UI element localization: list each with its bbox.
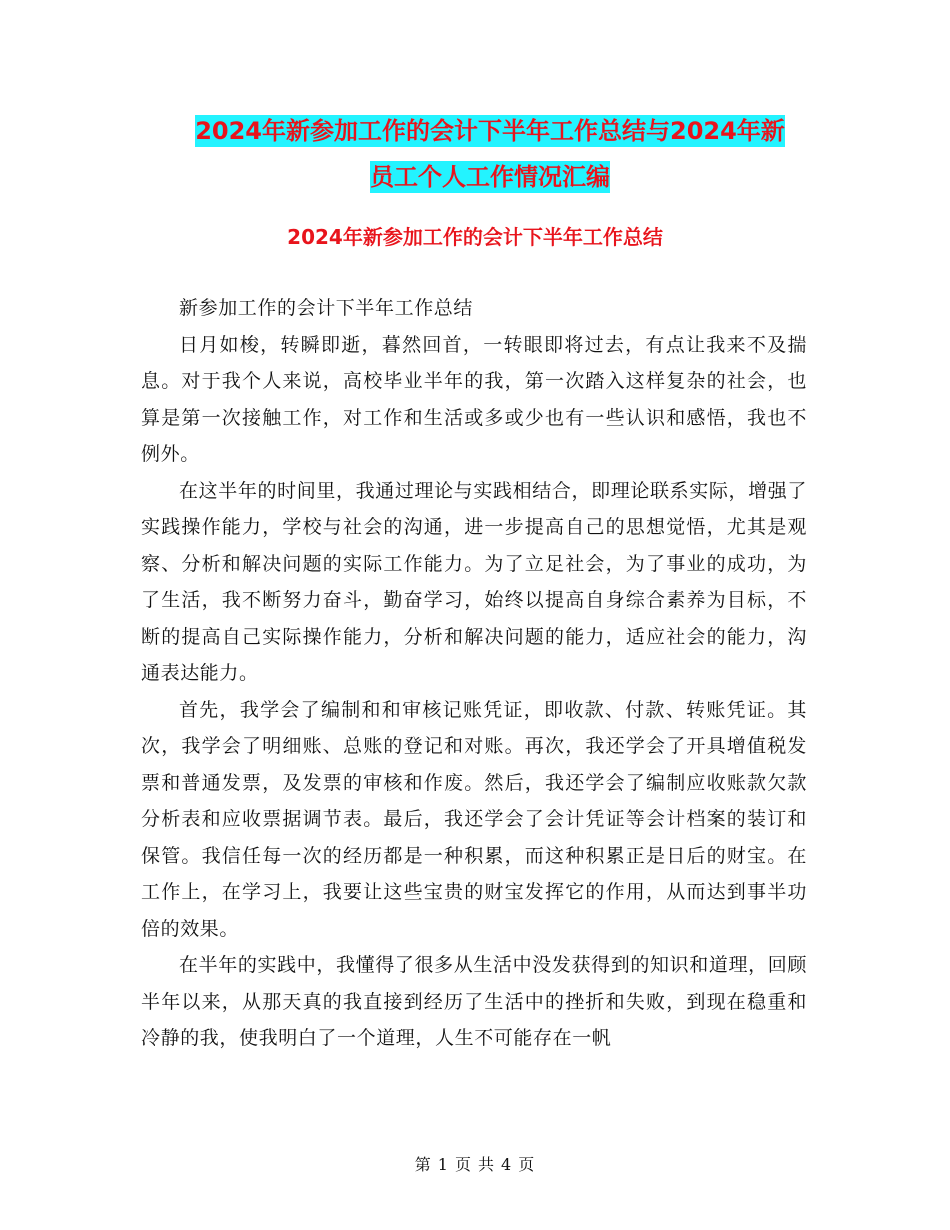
footer-current-page: 1 xyxy=(437,1155,449,1174)
footer-label-ye: 页 xyxy=(454,1155,472,1174)
footer-label-ye2: 页 xyxy=(518,1155,536,1174)
paragraph: 在半年的实践中，我懂得了很多从生活中没发获得到的知识和道理，回顾半年以来，从那天真的我直接到经历了生活中的挫折和失败，到现在稳重和冷静的我，使我明白了一个道理，人生不可能存在一帆 xyxy=(141,954,807,1049)
title-line-2: 员工个人工作情况汇编 xyxy=(370,163,610,191)
document-body xyxy=(141,290,807,1057)
footer-label-total: 共 xyxy=(478,1155,496,1174)
title-line-1: 2024年新参加工作的会计下半年工作总结与2024年新 xyxy=(195,117,785,145)
paragraph: 首先，我学会了编制和和审核记账凭证，即收款、付款、转账凭证。其次，我学会了明细账、总账的登记和对账。再次，我还学会了开具增值税发票和普通发票，及发票的审核和作废。然后，我还学会了编制应收账款欠款分析表和应收票据调节表。最后，我还学会了会计凭证等会计档案的装订和保管。我信任每一次的经历都是一种积累，而这种积累正是日后的财宝。在工作上，在学习上，我要让这些宝贵的财宝发挥它的作用，从而达到事半功倍的效果。 xyxy=(141,698,807,940)
footer-total-pages: 4 xyxy=(501,1155,513,1174)
document-title xyxy=(160,108,820,200)
footer-label-page: 第 xyxy=(414,1155,432,1174)
paragraph: 日月如梭，转瞬即逝，暮然回首，一转眼即将过去，有点让我来不及揣息。对于我个人来说，高校毕业半年的我，第一次踏入这样复杂的社会，也算是第一次接触工作，对工作和生活或多或少也有一些认识和感悟，我也不例外。 xyxy=(141,333,807,465)
section-title: 2024年新参加工作的会计下半年工作总结 xyxy=(287,225,663,249)
page-footer xyxy=(0,1154,950,1176)
paragraph-subtitle: 新参加工作的会计下半年工作总结 xyxy=(179,297,474,319)
paragraph: 在这半年的时间里，我通过理论与实践相结合，即理论联系实际，增强了实践操作能力，学校与社会的沟通，进一步提高自己的思想觉悟，尤其是观察、分析和解决问题的实际工作能力。为了立足社会，为了事业的成功，为了生活，我不断努力奋斗，勤奋学习，始终以提高自身综合素养为目标，不断的提高自己实际操作能力，分析和解决问题的能力，适应社会的能力，沟通表达能力。 xyxy=(141,479,807,684)
